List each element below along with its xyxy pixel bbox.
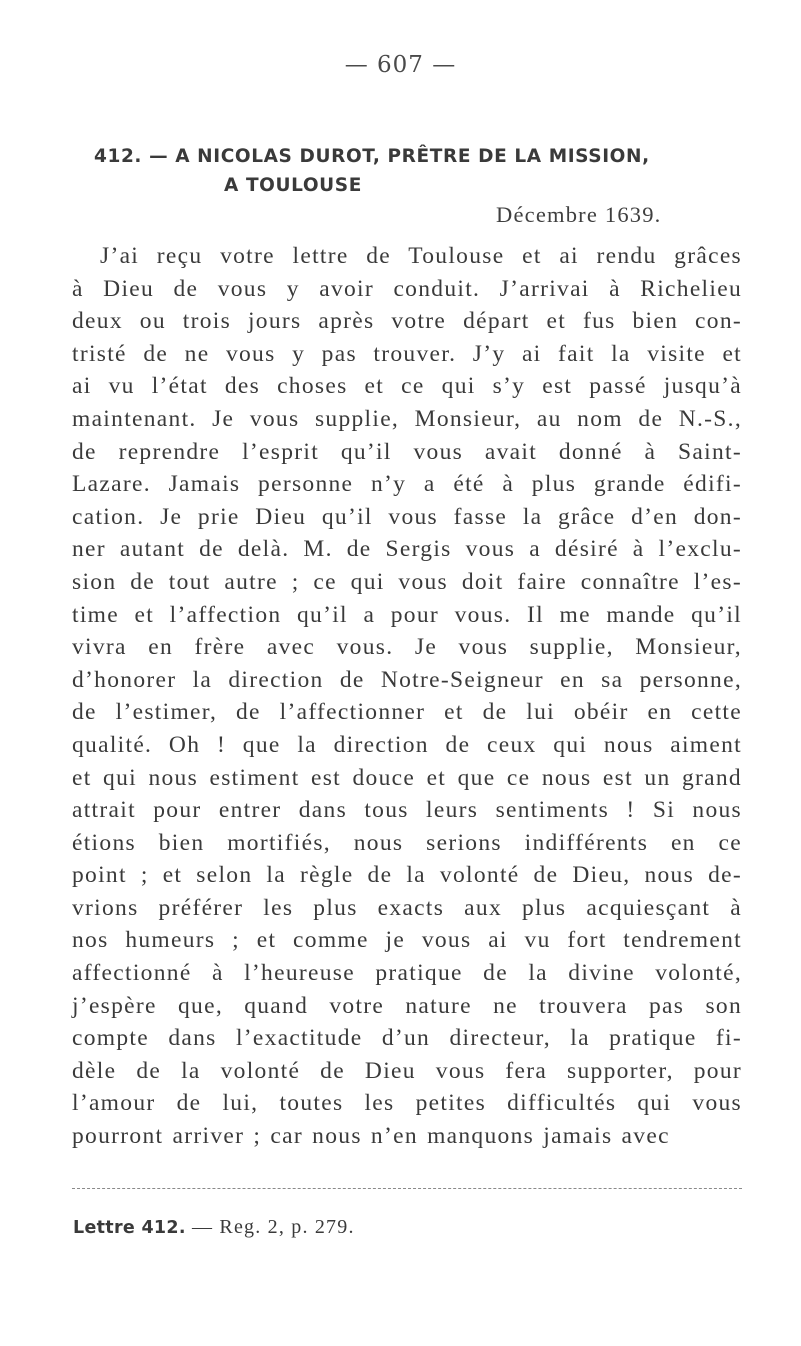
body-line: ner autant de delà. M. de Sergis vous a désiré à l’exclu-	[72, 536, 742, 563]
body-line: et qui nous estiment est douce et que ce nous est un grand	[72, 764, 742, 791]
body-line: maintenant. Je vous supplie, Monsieur, au nom de N.-S.,	[72, 405, 742, 432]
body-line: l’amour de lui, toutes les petites difficultés qui vous	[72, 1090, 742, 1117]
body-line: attrait pour entrer dans tous leurs sentiments ! Si nous	[72, 797, 742, 824]
body-line: vrions préférer les plus exacts aux plus acquiesçant à	[72, 894, 742, 921]
footnote-label: Lettre 412.	[73, 1218, 186, 1238]
letter-date: Décembre 1639.	[496, 202, 662, 227]
body-line: cation. Je prie Dieu qu’il vous fasse la grâce d’en don-	[72, 503, 742, 530]
body-line: sion de tout autre ; ce qui vous doit faire connaître l’es-	[72, 568, 742, 595]
body-line: time et l’affection qu’il a pour vous. Il me mande qu’il	[72, 601, 742, 628]
body-line: dèle de la volonté de Dieu vous fera supporter, pour	[72, 1057, 742, 1084]
letter-heading-line-1: 412. — A NICOLAS DUROT, PRÊTRE DE LA MISSION,	[94, 146, 650, 167]
letter-body	[72, 240, 742, 1153]
footnote-divider	[72, 1188, 742, 1189]
footnote-reference: — Reg. 2, p. 279.	[185, 1216, 355, 1238]
body-line: qualité. Oh ! que la direction de ceux qui nous aiment	[72, 731, 742, 758]
letter-heading-line-2: A TOULOUSE	[224, 175, 362, 196]
body-line: de l’estimer, de l’affectionner et de lui obéir en cette	[72, 699, 742, 726]
body-line: tristé de ne vous y pas trouver. J’y ai fait la visite et	[72, 340, 742, 367]
body-line: de reprendre l’esprit qu’il vous avait donné à Saint-	[72, 438, 742, 465]
body-line: affectionné à l’heureuse pratique de la divine volonté,	[72, 960, 742, 987]
body-line: deux ou trois jours après votre départ et fus bien con-	[72, 308, 742, 335]
body-line: étions bien mortifiés, nous serions indifférents en ce	[72, 829, 742, 856]
body-line: d’honorer la direction de Notre-Seigneur en sa personne,	[72, 666, 742, 693]
body-line: J’ai reçu votre lettre de Toulouse et ai rendu grâces	[100, 243, 742, 269]
footnote	[73, 1216, 355, 1239]
page-number: — 607 —	[344, 52, 457, 78]
body-line: point ; et selon la règle de la volonté de Dieu, nous de-	[72, 862, 742, 889]
body-line: ai vu l’état des choses et ce qui s’y est passé jusqu’à	[72, 373, 742, 400]
body-line: compte dans l’exactitude d’un directeur, la pratique fi-	[72, 1025, 742, 1052]
body-line: j’espère que, quand votre nature ne trouvera pas son	[72, 992, 742, 1019]
body-line: pourront arriver ; car nous n’en manquons jamais avec	[72, 1123, 670, 1150]
body-line: nos humeurs ; et comme je vous ai vu fort tendrement	[72, 927, 742, 954]
body-line: vivra en frère avec vous. Je vous supplie, Monsieur,	[72, 634, 742, 661]
body-line: à Dieu de vous y avoir conduit. J’arrivai à Richelieu	[72, 275, 742, 302]
body-line: Lazare. Jamais personne n’y a été à plus grande édifi-	[72, 471, 742, 498]
